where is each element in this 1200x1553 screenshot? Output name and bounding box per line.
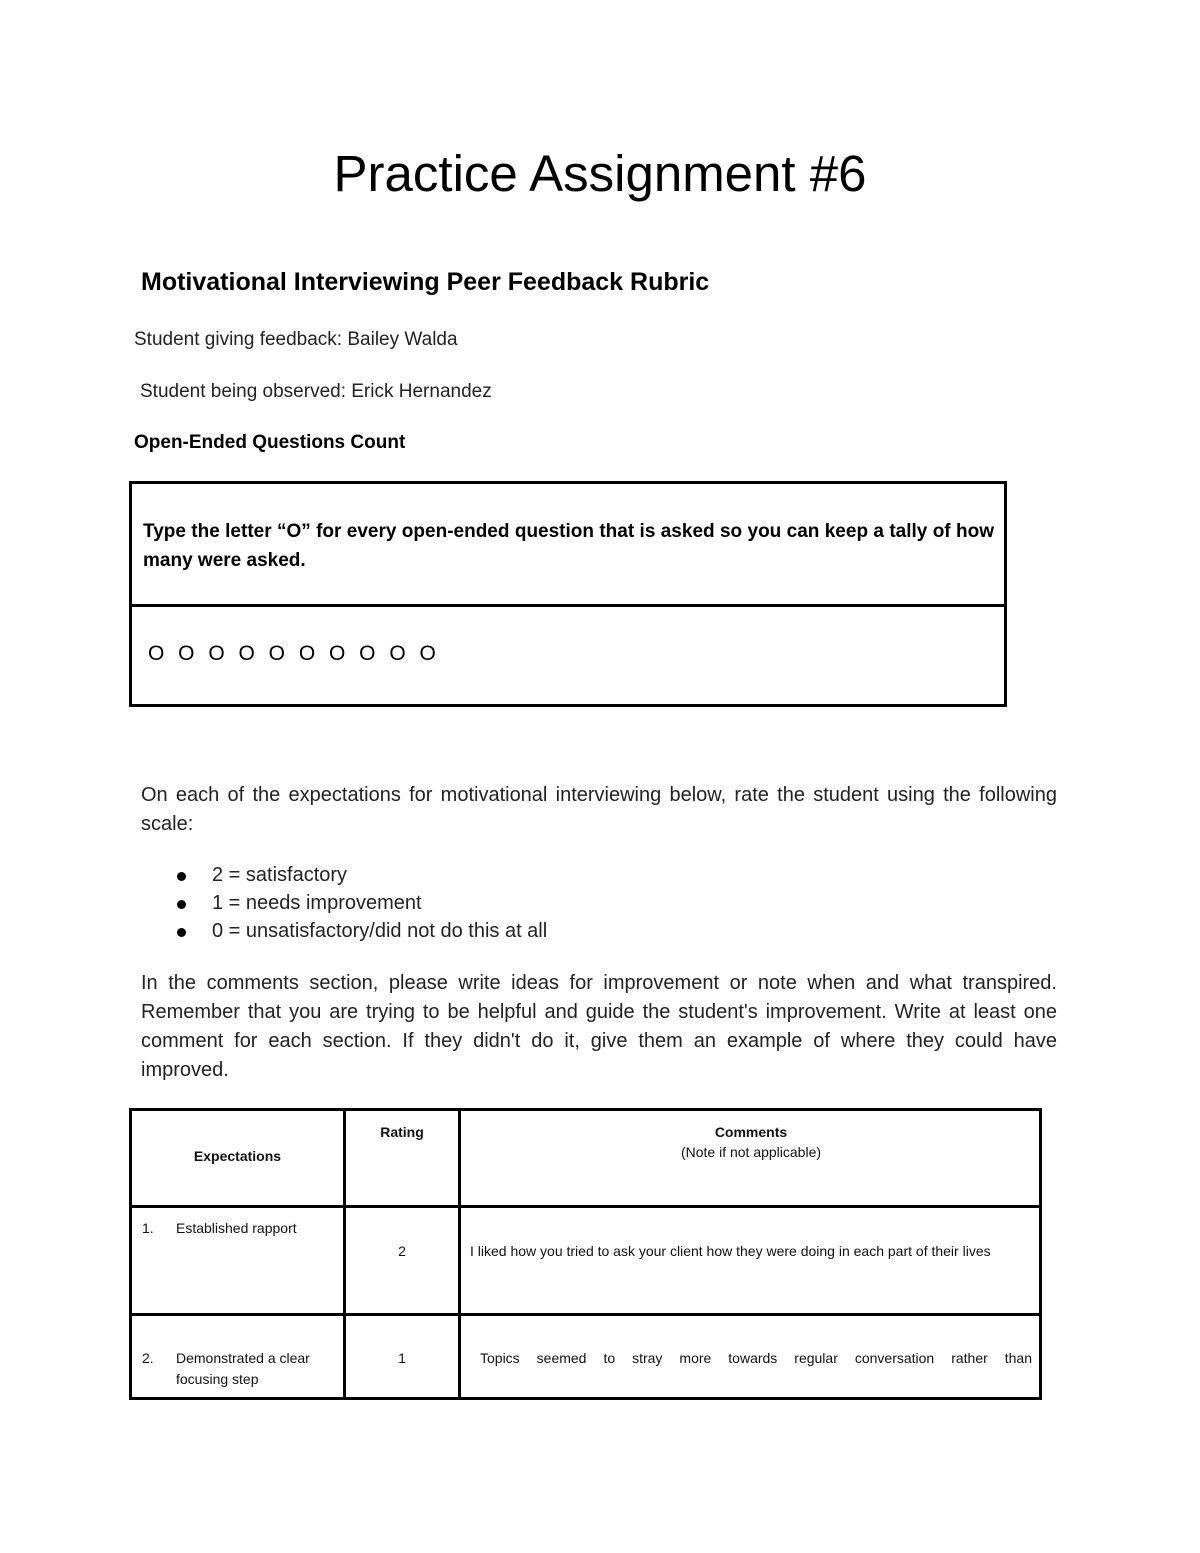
header-expectations: Expectations <box>193 1148 282 1164</box>
student-being-observed: Student being observed: Erick Hernandez <box>140 381 492 402</box>
scale-list <box>175 861 547 945</box>
scale-item-label: 0 = unsatisfactory/did not do this at all <box>212 920 548 942</box>
tally-marks: O O O O O O O O O O <box>148 642 440 665</box>
bullet-icon <box>177 900 186 909</box>
scale-item-label: 2 = satisfactory <box>212 864 348 886</box>
scale-item-label: 1 = needs improvement <box>212 892 422 914</box>
open-ended-heading: Open-Ended Questions Count <box>134 432 406 453</box>
header-rating: Rating <box>380 1124 424 1140</box>
tally-instruction: Type the letter “O” for every open-ended question that is asked so you can keep a tally of how many were asked. <box>143 521 994 571</box>
header-comments-note: (Note if not applicable) <box>680 1144 822 1160</box>
page-title: Practice Assignment #6 <box>333 145 867 202</box>
bullet-icon <box>177 928 186 937</box>
header-comments: Comments <box>714 1124 788 1140</box>
rubric-table <box>129 1108 1042 1400</box>
bullet-icon <box>177 872 186 881</box>
comments-instruction: In the comments section, please write ideas for improvement or note when and what transpired. Remember that you are trying to be helpful and guide the student's improvement. Write at least one comment for each section. If they didn't do it, give them an example of where they could have improved. <box>141 972 1057 1081</box>
comment-text: I liked how you tried to ask your client how they were doing in each part of their lives <box>470 1243 991 1259</box>
expectation-label: Demonstrated a clear focusing step <box>176 1350 310 1387</box>
scale-item <box>175 917 547 945</box>
row-number: 1. <box>142 1220 154 1236</box>
comment-text: Topics seemed to stray more towards regular conversation rather than <box>480 1350 1032 1366</box>
tally-divider <box>132 604 1004 607</box>
student-giving-feedback: Student giving feedback: Bailey Walda <box>134 329 458 350</box>
row-number: 2. <box>142 1350 154 1366</box>
rubric-subtitle: Motivational Interviewing Peer Feedback Rubric <box>141 268 710 296</box>
row-divider <box>132 1313 1039 1316</box>
scale-item <box>175 889 547 917</box>
rating-value: 1 <box>398 1350 406 1366</box>
scale-intro: On each of the expectations for motivational interviewing below, rate the student using the following scale: <box>141 784 1057 835</box>
rating-value: 2 <box>398 1243 406 1259</box>
expectation-label: Established rapport <box>176 1220 297 1236</box>
scale-item <box>175 861 547 889</box>
tally-box <box>129 481 1007 707</box>
row-divider <box>132 1205 1039 1208</box>
